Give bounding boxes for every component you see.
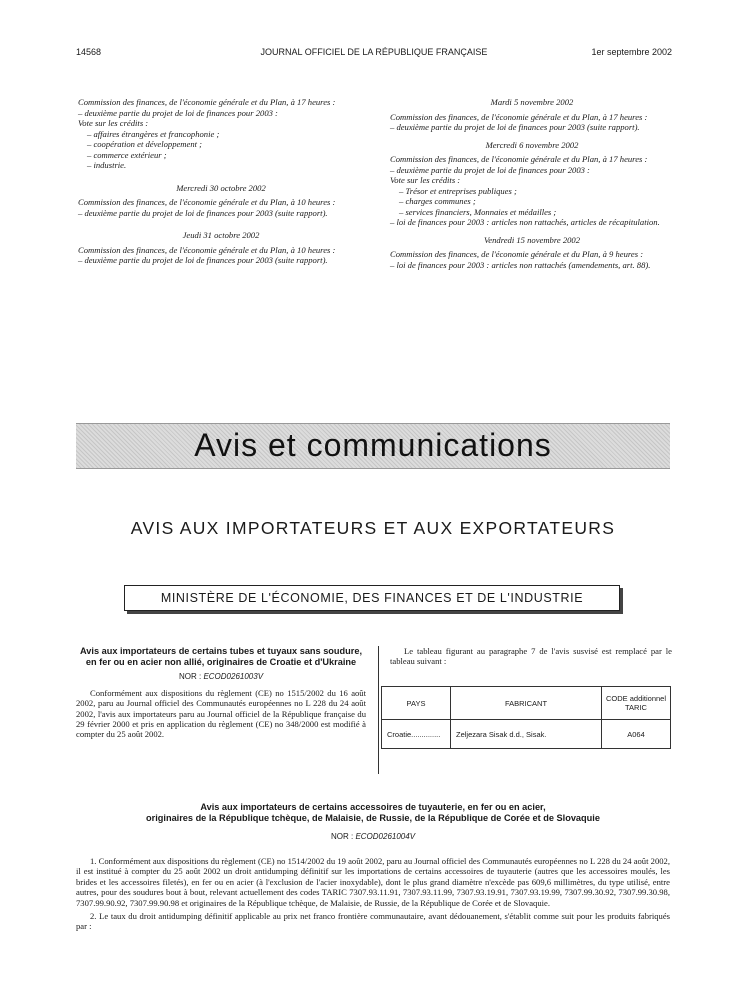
agenda-item: – deuxième partie du projet de loi de finances pour 2003 (suite rapport). (78, 255, 328, 265)
nor-reference (76, 832, 670, 841)
nor-label: NOR : (330, 832, 354, 841)
notice-title-line: Avis aux importateurs de certains accessoires de tuyauterie, en fer ou en acier, (200, 802, 546, 812)
table-cell-fabricant: Zeljezara Sisak d.d., Sisak. (451, 720, 602, 749)
table-header: PAYS (382, 687, 451, 720)
notice-title: Avis aux importateurs de certains tubes et tuyaux sans soudure, en fer ou en acier non allié, originaires de Croatie et d'Ukraine (79, 646, 362, 667)
agenda-day: Mardi 5 novembre 2002 (490, 97, 574, 107)
column-divider (378, 646, 379, 774)
table-intro: Le tableau figurant au paragraphe 7 de l'avis susvisé est remplacé par le tableau suivant : (390, 646, 672, 667)
paragraph: 1. Conformément aux dispositions du règlement (CE) no 1514/2002 du 19 août 2002, paru au Journal officiel des Communautés européennes no L 228 du 24 août 2002, il est institué à compter du 25 août 2002 un droit antidumping définitif sur les importations de certains accessoires de tuyauterie (autres que les accessoires moulés, les brides et les accessoires filetés), en fer ou en acier (à l'exclusion de l'acier inoxydable), dont le plus grand diamètre n'excède pas 609,6 millimètres, du type utilisé, entre autres, pour des soudures bout à bout, relevant actuellement des codes TARIC 7307.93.11.91, 7307.93.11.99, 7307.93.19.91, 7307.93.19.99, 7307.99.30.92, 7307.99.30.98, 7307.99.90.92, 7307.99.90.98 et originaires de la République tchèque, de Malaisie, de Russie, de la République de Corée et de Slovaquie. (76, 856, 670, 908)
table-header: FABRICANT (451, 687, 602, 720)
credit-item: – affaires étrangères et francophonie ; (87, 128, 220, 139)
nor-code: ECOD0261004V (355, 832, 416, 841)
running-header (76, 47, 672, 61)
vote-label: Vote sur les crédits : (78, 118, 149, 128)
commission-line: Commission des finances, de l'économie générale et du Plan, à 9 heures : (390, 249, 644, 259)
table-header: CODE additionnel TARIC (602, 687, 671, 720)
agenda-item: – deuxième partie du projet de loi de finances pour 2003 : (390, 164, 590, 175)
credit-item: – commerce extérieur ; (87, 149, 167, 160)
agenda-left-column (78, 97, 364, 266)
agenda-item: – loi de finances pour 2003 : articles non rattachés (amendements, art. 88). (390, 259, 651, 270)
nor-reference (76, 672, 366, 681)
agenda-day: Mercredi 6 novembre 2002 (485, 139, 579, 150)
credit-item: – Trésor et entreprises publiques ; (399, 185, 517, 196)
notice-body: Conformément aux dispositions du règlement (CE) no 1515/2002 du 16 août 2002, paru au Journal officiel des Communautés européennes no L 228 du 24 août 2002, l'avis aux importateurs paru au Journal officiel de la République française du 29 février 2000 et pris en application du règlement (CE) no 348/2000 est modifié à compter du 25 août 2002. (76, 688, 366, 740)
credit-item: – services financiers, Monnaies et médailles ; (399, 206, 557, 217)
page-number: 14568 (76, 47, 102, 57)
agenda-item: – deuxième partie du projet de loi de finances pour 2003 (suite rapport). (390, 122, 640, 132)
section-title: AVIS AUX IMPORTATEURS ET AUX EXPORTATEURS (130, 518, 616, 538)
band-title: Avis et communications (194, 427, 552, 463)
notice-2-title (76, 802, 670, 823)
table-header-row (382, 687, 671, 720)
agenda-right-column (390, 97, 674, 270)
table-cell-pays: Croatie.............. (382, 720, 451, 749)
agenda-day: Mercredi 30 octobre 2002 (176, 182, 266, 193)
ministry-box: MINISTÈRE DE L'ÉCONOMIE, DES FINANCES ET DE L'INDUSTRIE (124, 585, 620, 611)
notice-2-body (76, 856, 670, 935)
agenda-day: Jeudi 31 octobre 2002 (182, 230, 260, 240)
table-row (382, 720, 671, 749)
issue-date: 1er septembre 2002 (591, 47, 672, 57)
commission-line: Commission des finances, de l'économie générale et du Plan, à 17 heures : (390, 154, 648, 164)
commission-line: Commission des finances, de l'économie générale et du Plan, à 17 heures : (78, 97, 336, 107)
commission-line: Commission des finances, de l'économie générale et du Plan, à 10 heures : (78, 197, 336, 207)
section-band (76, 423, 670, 469)
nor-label: NOR : (178, 672, 202, 681)
taric-table (381, 686, 671, 749)
notice-title-line: originaires de la République tchèque, de Malaisie, de Russie, de la République de Corée et de Slovaquie (146, 812, 600, 823)
credit-item: – charges communes ; (399, 196, 476, 206)
agenda-day: Vendredi 15 novembre 2002 (483, 234, 581, 245)
commission-line: Commission des finances, de l'économie générale et du Plan, à 17 heures : (390, 111, 648, 122)
table-cell-code: A064 (602, 720, 671, 749)
credit-item: – coopération et développement ; (87, 139, 203, 149)
agenda-item: – loi de finances pour 2003 : articles non rattachés, articles de récapitulation. (390, 217, 660, 227)
agenda-item: – deuxième partie du projet de loi de finances pour 2003 (suite rapport). (78, 207, 328, 218)
paragraph: 2. Le taux du droit antidumping définitif applicable au prix net franco frontière communautaire, avant dédouanement, s'établit comme suit pour les produits fabriqués par : (76, 911, 670, 932)
agenda-item: – deuxième partie du projet de loi de finances pour 2003 : (78, 107, 278, 118)
journal-title: JOURNAL OFFICIEL DE LA RÉPUBLIQUE FRANÇAISE (260, 47, 488, 57)
nor-code: ECOD0261003V (203, 672, 264, 681)
vote-label: Vote sur les crédits : (390, 175, 461, 185)
commission-line: Commission des finances, de l'économie générale et du Plan, à 10 heures : (78, 244, 336, 255)
notice-1 (76, 646, 366, 739)
credit-item: – industrie. (87, 160, 127, 170)
